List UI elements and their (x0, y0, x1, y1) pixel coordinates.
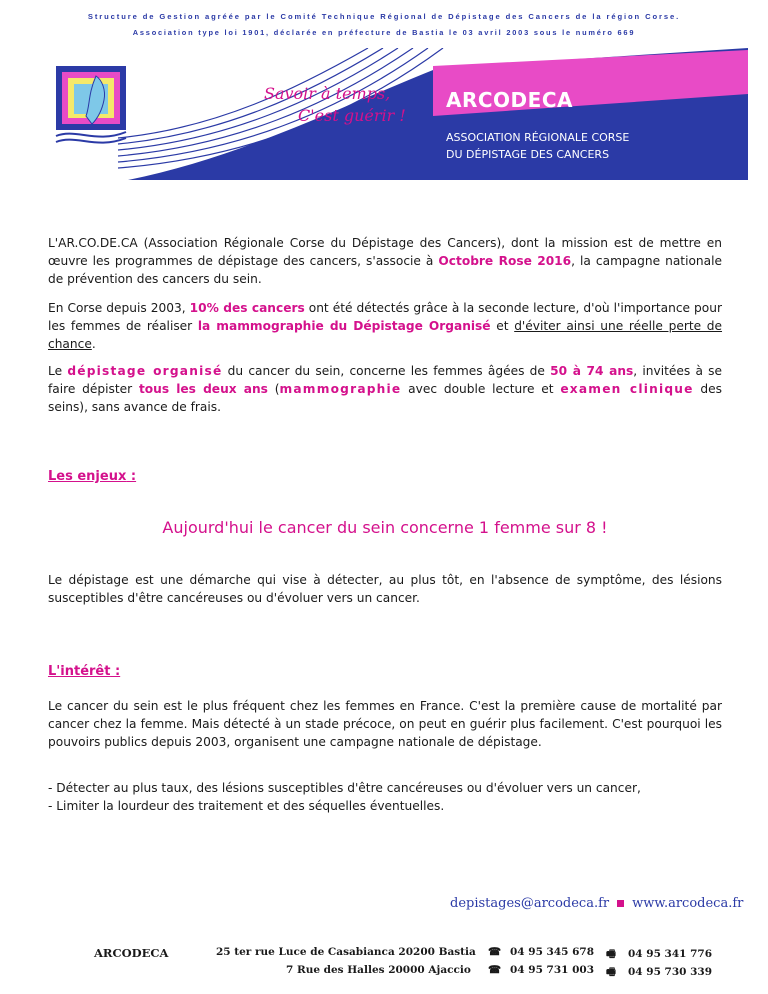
interet-text: Le cancer du sein est le plus fréquent chez les femmes en France. C'est la première cause de mortalité par cancer chez la femme. Mais détecté à un stade précoce, on peut en guérir plus facilement. C'est pourquoi les pouvoirs publics depuis 2003, organisent une campagne nationale de dépistage. (48, 699, 722, 749)
objectives-list (48, 779, 722, 815)
header-accreditation: Structure de Gestion agréée par le Comité Technique Régional de Dépistage des Cancers de la région Corse. (87, 12, 681, 21)
event-name: Octobre Rose 2016 (438, 254, 572, 268)
association-name-line-2: DU DÉPISTAGE DES CANCERS (446, 148, 610, 161)
fax-bastia: 🖷 04 95 341 776 (606, 946, 712, 964)
website-link[interactable]: www.arcodeca.fr (632, 896, 744, 911)
stat-highlight: 10% des cancers (189, 301, 305, 315)
fax-ajaccio: 🖷 04 95 730 339 (606, 964, 712, 982)
phone-bastia: ☎ 04 95 345 678 (488, 946, 595, 958)
slogan-line-2: C'est guérir ! (298, 106, 406, 125)
fax-icon: 🖷 (606, 948, 616, 960)
enjeux-text: Le dépistage est une démarche qui vise à détecter, au plus tôt, en l'absence de symptôme, des lésions susceptibles d'être cancéreuses ou d'évoluer vers un cancer. (48, 573, 722, 605)
phone-ajaccio: ☎ 04 95 731 003 (488, 964, 595, 976)
footer-brand: ARCODECA (94, 946, 169, 960)
fax-icon: 🖷 (606, 966, 616, 978)
screening-paragraph: Le dépistage organisé du cancer du sein, concerne les femmes âgées de 50 à 74 ans, invitées à se faire dépister tous les deux ans (mammographie avec double lecture et examen clinique des seins), sans avance de frais. (48, 364, 722, 414)
phone-icon: ☎ (488, 964, 502, 976)
address-ajaccio: 7 Rue des Halles 20000 Ajaccio (286, 964, 471, 976)
square-bullet-icon (617, 900, 624, 907)
slogan-line-1: Savoir à temps, (264, 84, 391, 103)
key-statement: Aujourd'hui le cancer du sein concerne 1 femme sur 8 ! (162, 518, 608, 537)
brand-name: ARCODECA (446, 88, 573, 112)
statistics-paragraph: En Corse depuis 2003, 10% des cancers ont été détectés grâce à la seconde lecture, d'où l'importance pour les femmes de réaliser la mammographie du Dépistage Organisé et d'éviter ainsi une réelle perte de chance. (48, 301, 723, 351)
email-link[interactable]: depistages@arcodeca.fr (450, 896, 610, 911)
objective-item: - Limiter la lourdeur des traitement et des séquelles éventuelles. (48, 799, 445, 813)
intro-paragraph: L'AR.CO.DE.CA (Association Régionale Corse du Dépistage des Cancers), dont la mission est de mettre en œuvre les programmes de dépistage des cancers, s'associe à Octobre Rose 2016, la campagne nationale de prévention des cancers du sein. (48, 236, 723, 286)
arcodeca-logo (56, 66, 126, 143)
section-heading-enjeux: Les enjeux : (48, 469, 137, 484)
association-name-line-1: ASSOCIATION RÉGIONALE CORSE (446, 131, 630, 144)
address-bastia: 25 ter rue Luce de Casabianca 20200 Bastia (216, 946, 476, 958)
objective-item: - Détecter au plus taux, des lésions susceptibles d'être cancéreuses ou d'évoluer vers un cancer, (48, 781, 641, 795)
section-heading-interet: L'intérêt : (48, 664, 121, 679)
header-registration: Association type loi 1901, déclarée en préfecture de Bastia le 03 avril 2003 sous le numéro 669 (132, 28, 636, 37)
contact-web-line (450, 896, 743, 911)
phone-icon: ☎ (488, 946, 502, 958)
